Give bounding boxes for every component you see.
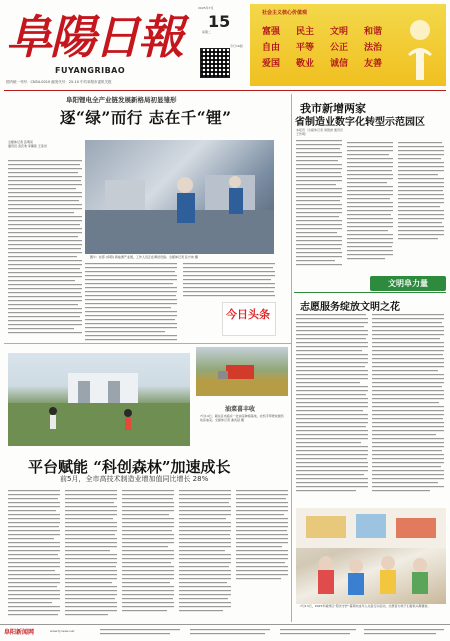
footer-logo[interactable]: 阜阳新闻网	[4, 629, 35, 636]
toutiao-label: 今日头条	[226, 308, 270, 321]
publication-meta: 国内统一刊号：CN34-0010 邮发代号：25-10 中共阜阳市委机关报	[6, 80, 112, 84]
value-item: 友善	[364, 59, 383, 69]
issue-line: 今日16版	[230, 44, 243, 48]
lead-photo-caption: 图①：东部 (阜阳) 新能源产业园，工作人员正在调试设备。全媒体记者 张方伟 摄	[90, 255, 198, 259]
harvest-photo	[196, 347, 288, 396]
sub-deck: 前5月，全市高技术制造业增加值同比增长 28%	[60, 475, 209, 483]
value-item: 法治	[364, 43, 383, 53]
harvest-headline[interactable]: 油菜喜丰收	[225, 406, 256, 413]
lead-kicker: 阜阳锂电全产业链发展新格局初显雏形	[66, 96, 177, 104]
right-subheadline[interactable]: 省制造业数字化转型示范园区	[295, 117, 425, 128]
lead-photo	[85, 140, 274, 254]
spacer	[183, 340, 184, 341]
section-divider	[4, 343, 291, 344]
column-divider	[291, 94, 292, 622]
farm-field-image	[8, 353, 190, 446]
factory-workers-image	[85, 140, 274, 254]
logo-pinyin: FUYANGRIBAO	[55, 66, 126, 75]
sub-text-lines	[8, 490, 290, 620]
value-item: 和谐	[364, 27, 383, 37]
date-line: 2025年7月	[198, 6, 214, 10]
harvester-image	[196, 347, 288, 396]
date-day: 15	[208, 12, 231, 31]
banner-title: 社会主义核心价值观	[262, 10, 308, 16]
right-headline[interactable]: 我市新增两家	[300, 102, 366, 115]
right-text-lines	[296, 140, 446, 272]
harvest-caption: 7月14日，颍东区冉庙乡一处油菜种植基地，农机手驾驶收割机收获油菜。全媒体记者 谢武斌 摄	[200, 414, 284, 422]
wenming-divider	[294, 292, 446, 293]
value-item: 文明	[330, 27, 349, 37]
value-item: 敬业	[296, 59, 315, 69]
children-activity-image	[296, 508, 446, 604]
wenming-section-badge: 文明阜力量	[370, 276, 446, 291]
lead-text-lines	[8, 160, 82, 340]
value-item: 爱国	[262, 59, 281, 69]
masthead-divider	[4, 90, 446, 91]
value-item: 民主	[296, 27, 315, 37]
field-photo	[8, 353, 190, 446]
value-item: 自由	[262, 43, 281, 53]
lead-byline: 全媒体记者 张明亮 通讯员 袁庆欢 李墨琼 王彦尧	[8, 140, 47, 149]
value-item: 诚信	[330, 59, 349, 69]
lead-headline[interactable]: 逐“绿”而行 志在千“锂”	[60, 108, 232, 127]
weekday: 星期二	[202, 30, 212, 34]
qr-code-icon	[200, 48, 230, 78]
value-item: 公正	[330, 43, 349, 53]
right-byline: 本报讯（全媒体记者 周胜洲 通讯员 王传明）	[296, 128, 343, 136]
volunteer-photo-caption: 7月13日，2025年颍州区“阳光守护”暑期未成年人关爱行动启动，志愿者为孩子们提供兴趣课堂。	[300, 604, 431, 608]
volunteer-text-lines	[296, 314, 446, 504]
volunteer-photo	[296, 508, 446, 604]
masthead	[0, 0, 450, 90]
footer-url[interactable]: www.fynews.net	[50, 629, 75, 633]
sub-headline[interactable]: 平台赋能 “科创森林”加速成长	[28, 458, 231, 476]
footer-text-lines	[100, 628, 446, 638]
statue-icon	[400, 12, 440, 82]
value-item: 富强	[262, 27, 281, 37]
value-item: 平等	[296, 43, 315, 53]
volunteer-headline[interactable]: 志愿服务绽放文明之花	[300, 302, 400, 313]
newspaper-logo: 阜陽日報	[6, 10, 182, 64]
